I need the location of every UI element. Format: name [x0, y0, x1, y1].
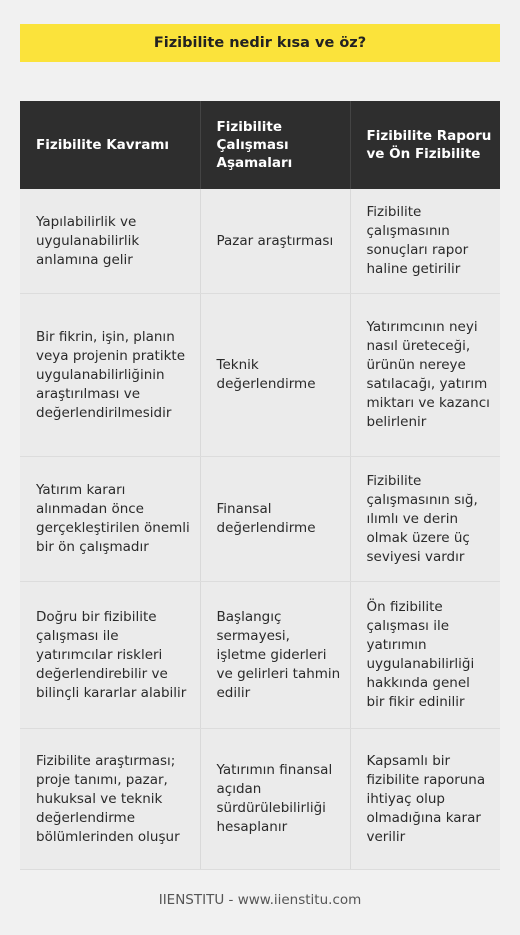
table-cell: Fizibilite araştırması; proje tanımı, pazar, hukuksal ve teknik değerlendirme bölümlerinden oluşur — [20, 729, 200, 870]
footer-credit: IIENSTITU - www.iienstitu.com — [158, 892, 362, 908]
table-cell: Yatırım kararı alınmadan önce gerçekleştirilen önemli bir ön çalışmadır — [20, 457, 200, 582]
table-row — [20, 582, 500, 729]
table-cell: Fizibilite çalışmasının sonuçları rapor haline getirilir — [350, 189, 500, 294]
table-row — [20, 729, 500, 870]
table-cell: Başlangıç sermayesi, işletme giderleri ve gelirleri tahmin edilir — [200, 582, 350, 729]
table-row — [20, 457, 500, 582]
table-cell: Fizibilite çalışmasının sığ, ılımlı ve derin olmak üzere üç seviyesi vardır — [350, 457, 500, 582]
column-header-report: Fizibilite Raporu ve Ön Fizibilite — [350, 101, 500, 189]
table-cell: Kapsamlı bir fizibilite raporuna ihtiyaç olup olmadığına karar verilir — [350, 729, 500, 870]
table-cell: Teknik değerlendirme — [200, 294, 350, 457]
page-title: Fizibilite nedir kısa ve öz? — [20, 24, 500, 62]
table-cell: Yatırımın finansal açıdan sürdürülebilirliği hesaplanır — [200, 729, 350, 870]
feasibility-table — [20, 101, 500, 870]
table-cell: Yapılabilirlik ve uygulanabilirlik anlamına gelir — [20, 189, 200, 294]
table-cell: Bir fikrin, işin, planın veya projenin pratikte uygulanabilirliğinin araştırılması ve değerlendirilmesidir — [20, 294, 200, 457]
table-header-row — [20, 101, 500, 189]
table-cell: Yatırımcının neyi nasıl üreteceği, ürünün nereye satılacağı, yatırım miktarı ve kazancı belirlenir — [350, 294, 500, 457]
table-row — [20, 294, 500, 457]
column-header-stages: Fizibilite Çalışması Aşamaları — [200, 101, 350, 189]
table-cell: Finansal değerlendirme — [200, 457, 350, 582]
table-cell: Doğru bir fizibilite çalışması ile yatırımcılar riskleri değerlendirebilir ve bilinçli kararlar alabilir — [20, 582, 200, 729]
table-cell: Pazar araştırması — [200, 189, 350, 294]
table-row — [20, 189, 500, 294]
column-header-concept: Fizibilite Kavramı — [20, 101, 200, 189]
table-cell: Ön fizibilite çalışması ile yatırımın uygulanabilirliği hakkında genel bir fikir edinilir — [350, 582, 500, 729]
